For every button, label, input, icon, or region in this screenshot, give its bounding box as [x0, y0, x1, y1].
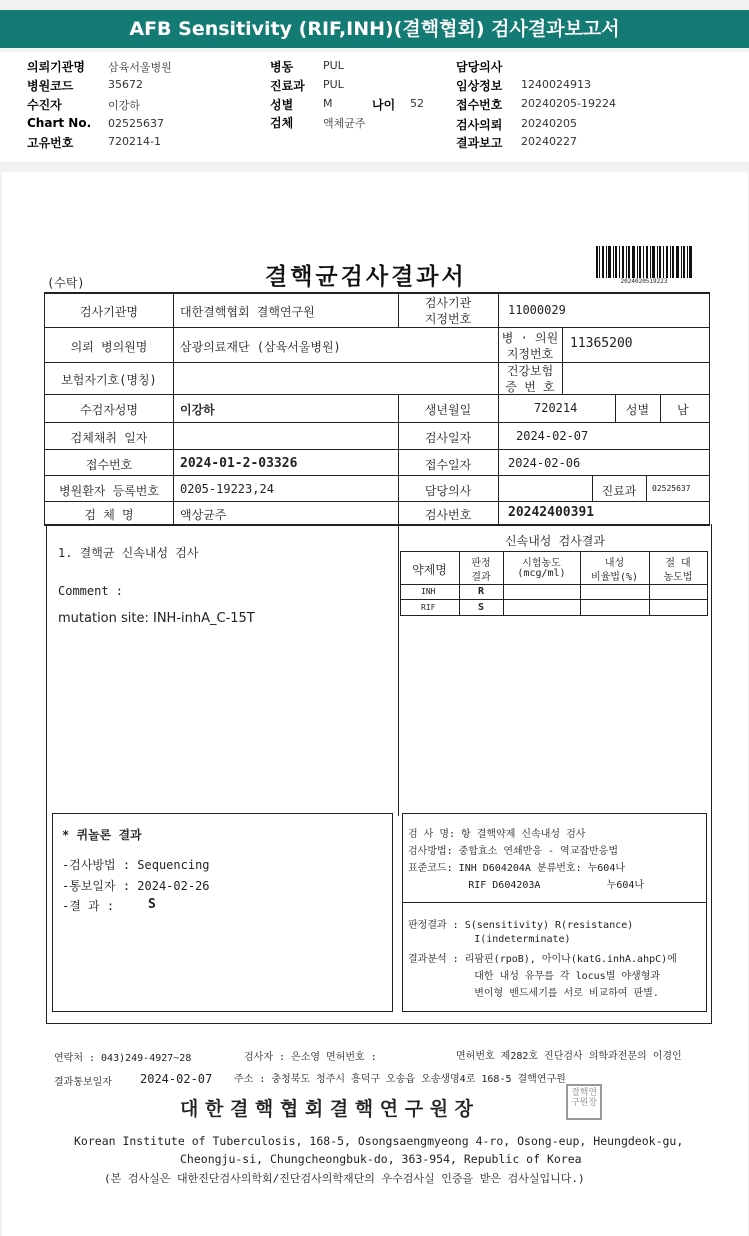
- col-line: [646, 475, 647, 501]
- method-box-right: [706, 813, 707, 1012]
- label-sex: 성별: [625, 403, 650, 417]
- row-line: [44, 422, 710, 423]
- hdr-label-request-date: 검사의뢰: [456, 118, 503, 132]
- col-line: [498, 394, 499, 525]
- rapid-header-abs-1: 절 대: [665, 558, 691, 569]
- hdr-value-request-date: 20240205: [521, 117, 577, 130]
- quinolone-method: -검사방법 : Sequencing: [62, 858, 210, 872]
- quinolone-box-top: [52, 813, 393, 814]
- report-header: [0, 52, 749, 162]
- hdr-label-sex: 성별: [270, 98, 294, 112]
- label-test-date: 검사일자: [424, 431, 472, 445]
- rapid-header-abs-2: 농도법: [663, 572, 693, 583]
- quinolone-box-bottom: [52, 1011, 393, 1012]
- row-line: [44, 394, 710, 395]
- hdr-label-clinical-info: 임상정보: [456, 79, 503, 93]
- section-divider: [398, 524, 399, 816]
- row-line: [44, 362, 710, 363]
- quinolone-result-label: -결 과 :: [62, 899, 115, 913]
- method-line: I(indeterminate): [408, 934, 571, 945]
- method-line: 표준코드: INH D604204A 분류번호: 누604나: [408, 863, 626, 874]
- method-line: 결과분석 : 리팜핀(rpoB), 아이나(katG.inhA.ahpC)에: [408, 954, 677, 965]
- rapid-header-ratio-2: 비율법(%): [590, 572, 639, 583]
- rapid-line: [400, 551, 708, 552]
- col-line: [562, 327, 563, 362]
- value-inst: 대한결핵협회 결핵연구원: [180, 305, 315, 319]
- rapid-test-heading: 1. 결핵균 신속내성 검사: [58, 546, 199, 560]
- rapid-table-title: 신속내성 검사결과: [505, 534, 605, 548]
- hdr-value-department: PUL: [323, 78, 344, 91]
- barcode-number: 20240205192​23: [620, 278, 668, 285]
- table-border-top: [44, 292, 710, 294]
- hdr-label-chart-no: Chart No.: [27, 116, 92, 130]
- label-doctor: 담당의사: [424, 484, 472, 498]
- english-address-2: Cheongju-si, Chungcheongbuk-do, 363-954, Republic of Korea: [180, 1152, 582, 1166]
- value-patient: 이강하: [180, 403, 215, 417]
- rapid-header-conc-1: 시험농도: [522, 558, 561, 569]
- value-test-no: 20242400391: [508, 505, 595, 520]
- section-border-bottom: [46, 1023, 712, 1024]
- label-collect-date: 검체채취 일자: [70, 431, 148, 445]
- license-info: 면허번호 제282호 진단검사 의학과전문의 이경인: [456, 1051, 682, 1062]
- value-req-code: 11365200: [570, 336, 633, 351]
- hdr-value-chart-no: 02525637: [108, 117, 164, 130]
- row-line: [44, 449, 710, 450]
- rapid-row-drug: INH: [421, 587, 436, 596]
- method-box-left: [402, 813, 403, 1012]
- document-title: 결핵균검사결과서: [265, 263, 467, 290]
- director-signature: 대 한 결 핵 협 회 결 핵 연 구 원 장: [180, 1098, 474, 1120]
- rapid-line: [400, 615, 708, 616]
- hdr-label-patient: 수진자: [27, 98, 62, 112]
- col-line: [660, 394, 661, 422]
- hdr-value-patient: 이강하: [108, 99, 140, 112]
- label-test-no: 검사번호: [424, 508, 472, 522]
- label-dept: 진료과: [601, 484, 637, 498]
- report-date: 2024-02-07: [140, 1072, 213, 1086]
- row-line: [44, 327, 710, 328]
- label-receipt-no: 접수번호: [85, 458, 133, 472]
- rapid-header-drug: 약제명: [412, 563, 447, 577]
- value-req: 삼광의료재단 (삼육서울병원): [180, 340, 341, 354]
- address: 주소 : 충청북도 청주시 흥덕구 오송읍 오송생명4로 168-5 결핵연구원: [234, 1074, 566, 1085]
- hdr-label-unique-no: 고유번호: [27, 136, 74, 150]
- value-test-date: 2024-02-07: [516, 429, 589, 443]
- label-inst: 검사기관명: [80, 305, 138, 319]
- hdr-label-report-date: 결과보고: [456, 136, 503, 150]
- row-line: [44, 475, 710, 476]
- hdr-label-age: 나이: [372, 98, 396, 112]
- value-specimen: 액상균주: [180, 508, 227, 522]
- value-dept: 02525637: [652, 484, 691, 493]
- hdr-label-specimen: 검체: [270, 116, 294, 130]
- label-inst-code-1: 검사기관: [424, 296, 472, 310]
- label-req: 의뢰 병의원명: [70, 340, 148, 354]
- rapid-row-result: R: [477, 586, 485, 597]
- hdr-label-hospital-code: 병원코드: [27, 79, 74, 93]
- value-receipt-no: 2024-01-2-03326: [180, 456, 298, 471]
- value-sex: 남: [677, 403, 689, 417]
- hdr-value-clinical-info: 1240024913: [521, 78, 591, 91]
- hdr-value-hospital-code: 35672: [108, 78, 143, 91]
- hdr-value-unique-no: 720214-1: [108, 135, 161, 148]
- quinolone-box-left: [52, 813, 53, 1012]
- quinolone-date: -통보일자 : 2024-02-26: [62, 879, 210, 893]
- label-inst-code-2: 지정번호: [424, 312, 472, 326]
- hdr-label-department: 진료과: [270, 79, 305, 93]
- label-insure-no-1: 건강보험: [506, 364, 554, 378]
- rapid-line: [400, 599, 708, 600]
- rapid-row-drug: RIF: [421, 603, 436, 612]
- tester-info: 검사자 : 은소영 면허번호 :: [244, 1052, 377, 1063]
- hdr-value-receipt-no: 20240205-19224: [521, 97, 616, 110]
- hdr-label-receipt-no: 접수번호: [456, 98, 503, 112]
- certification-note: (본 검사실은 대한진단검사의학회/진단검사의학재단의 우수검사실 인증을 받은 검사실입니다.): [104, 1172, 585, 1185]
- hdr-value-age: 52: [410, 97, 424, 110]
- rapid-header-conc-2: (mcg/ml): [517, 568, 566, 579]
- hdr-value-institution: 삼육서울병원: [108, 61, 172, 74]
- method-box-bottom: [402, 1011, 707, 1012]
- method-box-top: [402, 813, 707, 814]
- label-req-code-1: 병 · 의원: [501, 331, 559, 345]
- rapid-row-result: S: [477, 602, 485, 613]
- report-title: AFB Sensitivity (RIF,INH)(결핵협회) 검사결과보고서: [0, 10, 749, 48]
- label-reg-no: 병원환자 등록번호: [59, 484, 159, 498]
- row-line: [44, 524, 710, 526]
- consignment-mark: (수탁): [47, 276, 85, 290]
- method-box-divider: [402, 902, 707, 903]
- hdr-label-doctor: 담당의사: [456, 60, 503, 74]
- quinolone-result-value: S: [148, 897, 156, 912]
- section-border-right: [711, 524, 712, 1024]
- method-line: 검 사 명: 항 결핵약제 신속내성 검사: [408, 829, 586, 840]
- method-line: 변이형 밴드세기를 서로 비교하여 판별.: [408, 988, 659, 999]
- value-receipt-date: 2024-02-06: [508, 456, 581, 470]
- quinolone-title: * 퀴놀론 결과: [62, 828, 142, 842]
- rapid-col: [707, 551, 708, 616]
- hdr-value-sex: M: [323, 97, 333, 110]
- rapid-header-result-2: 결과: [471, 572, 491, 583]
- value-reg-no: 0205-19223,24: [180, 482, 274, 496]
- rapid-line: [400, 584, 708, 585]
- barcode: [596, 246, 692, 278]
- label-patient: 수검자성명: [80, 403, 138, 417]
- value-birth: 720214: [534, 401, 578, 415]
- method-line: 검사방법: 중합효소 연쇄반응 - 역교잡반응법: [408, 846, 619, 857]
- rapid-header-ratio-1: 내성: [604, 558, 625, 569]
- section-border-left: [46, 524, 47, 1024]
- hdr-value-ward: PUL: [323, 59, 344, 72]
- hdr-value-report-date: 20240227: [521, 135, 577, 148]
- comment-label: Comment :: [58, 584, 124, 598]
- label-req-code-2: 지정번호: [506, 347, 554, 361]
- hdr-value-specimen: 액체균주: [323, 117, 366, 130]
- label-insure-no-2: 증 번 호: [505, 380, 555, 394]
- hdr-label-institution: 의뢰기관명: [27, 60, 85, 74]
- label-birth: 생년월일: [424, 403, 472, 417]
- contact-info: 연락처 : 043)249-4927~28: [54, 1053, 192, 1064]
- rapid-header-result-1: 판정: [471, 558, 491, 569]
- value-inst-code: 11000029: [508, 303, 566, 317]
- english-address-1: Korean Institute of Tuberculosis, 168-5, Osongsaengmyeong 4-ro, Osong-eup, Heungdeok-gu,: [74, 1134, 684, 1148]
- method-line: 판정결과 : S(sensitivity) R(resistance): [408, 920, 634, 931]
- official-seal: 결핵연구원장: [566, 1084, 602, 1120]
- col-line: [498, 292, 499, 327]
- method-line: 대한 내성 유무를 각 locus별 야생형과: [408, 971, 661, 982]
- label-specimen: 검 체 명: [84, 508, 134, 522]
- row-line: [44, 501, 710, 502]
- label-insurance: 보험자기호(명칭): [61, 373, 157, 387]
- method-line: RIF D604203A 누604나: [408, 880, 645, 891]
- report-date-label: 결과통보일자: [54, 1077, 112, 1088]
- quinolone-box-right: [392, 813, 393, 1012]
- label-receipt-date: 접수일자: [424, 458, 472, 472]
- mutation-site: mutation site: INH-inhA_C-15T: [58, 611, 255, 626]
- hdr-label-ward: 병동: [270, 60, 294, 74]
- col-line: [562, 362, 563, 394]
